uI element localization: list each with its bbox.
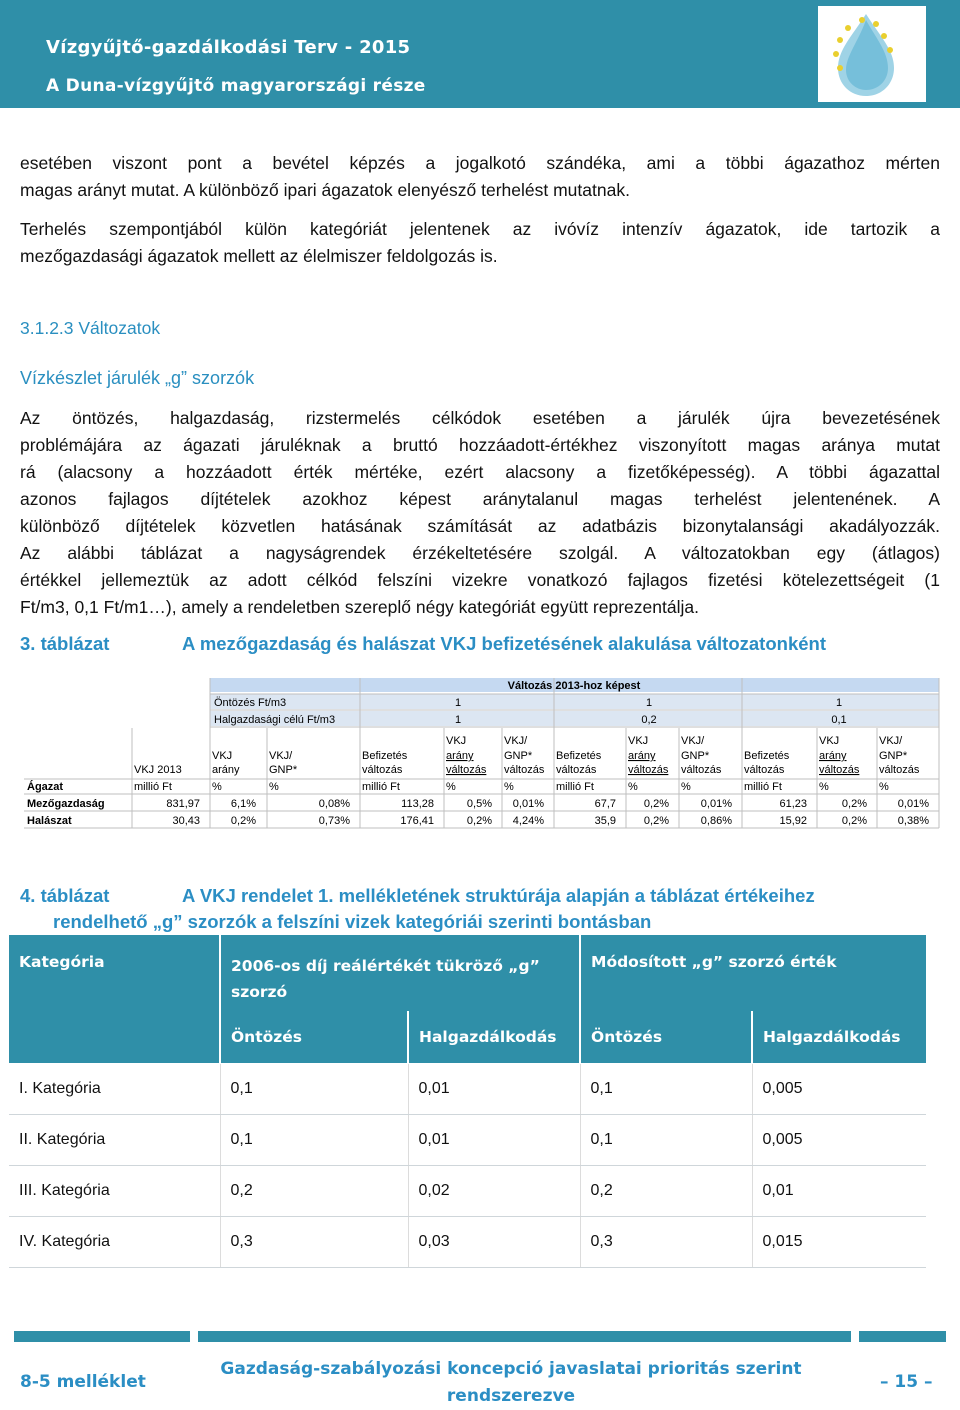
table4-caption-number: 4. táblázat [20,885,110,906]
t4-cell: 0,01 [408,1063,580,1114]
t3-col-gnp-v: VKJ/ [879,735,903,747]
t3-cell: 0,2% [643,798,669,810]
section-heading: 3.1.2.3 Változatok [20,318,161,338]
t3-cell: 0,38% [897,815,929,827]
paragraph-3-line: azonos fajlagos díjtételek azokhoz képest aránytalanul magas terhelést jelentenének. A [20,489,940,509]
t3-cell: 35,9 [594,815,616,827]
t3-unit: millió Ft [556,781,594,793]
t3-col-bef: Befizetés [744,750,790,762]
t4-cell: 0,1 [220,1063,408,1114]
t3-col-vkj-arany: arány [212,764,240,776]
t3-cell: 61,23 [779,798,807,810]
t3-col-vkj2013: VKJ 2013 [134,764,182,776]
t3-unit: % [681,781,691,793]
t3-cell: 0,2% [841,815,867,827]
t4-subheader-empty [9,1011,220,1063]
table-row [9,1216,926,1267]
t4-cell: 0,1 [220,1114,408,1165]
t4-cell: IV. Kategória [9,1216,220,1267]
t3-col-arany-v: VKJ [819,735,840,747]
t3-col-gnp-v: VKJ/ [681,735,705,747]
paragraph-3-line: értékkel jellemeztük az adott célkód felszíni vizekre vonatkozó fajlagos fizetési kötelezettségeit (1 [20,570,940,590]
t3-cell: 6,1% [230,798,256,810]
t4-cell: 0,01 [408,1114,580,1165]
t3-halgazd-label: Halgazdasági célú Ft/m3 [214,714,336,726]
t3-col-arany-v: arány [628,750,656,762]
t3-unit: % [628,781,638,793]
t4-cell: I. Kategória [9,1063,220,1114]
page-header [0,0,960,108]
t4-cell: 0,3 [580,1216,752,1267]
table3-caption-number: 3. táblázat [20,633,110,654]
t3-cell: 0,2% [466,815,492,827]
t4-cell: 0,2 [220,1165,408,1216]
t4-cell: 0,3 [220,1216,408,1267]
paragraph-1-line-2: magas arányt mutat. A különböző ipari ágazatok elenyésző terhelést mutatnak. [20,180,630,200]
paragraph-3-line: rá (alacsony a hozzáadott érték mértéke, ezért alacsony a fizetőképesség). A többi ágazattal [20,462,940,482]
t3-unit: millió Ft [134,781,172,793]
t4-cell: 0,1 [580,1114,752,1165]
t4-cell: 0,01 [752,1165,926,1216]
paragraph-3-line: problémájára az ágazati járuléknak a bruttó hozzáadott-értékhez viszonyított magas aránya mutat [20,435,940,455]
page-number: – 15 – [880,1372,933,1392]
t3-col-bef: Befizetés [362,750,408,762]
t3-cell: 30,43 [172,815,200,827]
t4-cell: 0,2 [580,1165,752,1216]
table-row [9,1114,926,1165]
t4-header-kategoria: Kategória [9,935,220,1011]
t3-cell: 0,01% [897,798,929,810]
t3-unit: % [212,781,222,793]
t3-cell: 0,2% [643,815,669,827]
t3-halgazd-val: 0,1 [831,714,847,726]
t3-unit: % [446,781,456,793]
paragraph-3-line: Az öntözés, halgazdaság, rizstermelés célkódok esetében a járulék újra bevezetésének [20,408,940,428]
t3-col-arany-v: változás [819,764,860,776]
t3-col-arany-v: VKJ [446,735,467,747]
t3-cell: 113,28 [401,798,434,810]
t3-col-vkj-gnp: GNP* [269,764,298,776]
t4-header-2006 [220,935,580,1011]
t3-col-bef: változás [744,764,785,776]
t3-ontozes-val: 1 [835,697,843,709]
t4-cell: 0,02 [408,1165,580,1216]
t3-col-gnp-v: GNP* [504,750,533,762]
t3-unit: % [269,781,279,793]
t3-col-vkj-gnp: VKJ/ [269,750,293,762]
t4-cell: 0,03 [408,1216,580,1267]
t4-header-2006-line-2: szorzó [231,983,288,1001]
t3-unit: millió Ft [362,781,400,793]
t4-subheader: Halgazdálkodás [408,1011,580,1063]
t3-cell: 15,92 [779,815,807,827]
t3-col-bef: változás [362,764,403,776]
t3-row-header: Ágazat [27,781,64,793]
t3-cell: 0,08% [318,798,350,810]
paragraph-2-line-1: Terhelés szempontjából külön kategóriát jelentenek az ivóvíz intenzív ágazatok, ide tartozik a [20,219,940,239]
footer-annex: 8-5 melléklet [20,1372,146,1392]
table4-caption-line-2: rendelhető „g” szorzók a felszíni vizek kategóriái szerinti bontásban [53,911,652,932]
t3-col-arany-v: arány [446,750,474,762]
t4-subheader: Halgazdálkodás [752,1011,926,1063]
t3-col-arany-v: arány [819,750,847,762]
footer-title [186,1356,836,1410]
footer-bar-gap [190,1331,198,1342]
t3-ontozes-label: Öntözés Ft/m3 [214,697,287,709]
t3-unit: % [819,781,829,793]
t4-header-modositott: Módosított „g” szorzó érték [580,935,926,1011]
table-row [9,1165,926,1216]
t3-cell: 4,24% [512,815,544,827]
paragraph-3-line: Ft/m3, 0,1 Ft/m1…), amely a rendeletben szereplő négy kategóriát együtt reprezentálja. [20,597,699,617]
t3-cell: 0,86% [700,815,732,827]
t3-col-gnp-v: GNP* [681,750,710,762]
t3-cell: 831,97 [166,798,200,810]
t3-unit: millió Ft [744,781,782,793]
t3-col-gnp-v: változás [504,764,545,776]
t4-subheader: Öntözés [220,1011,408,1063]
t3-row-name: Halászat [27,815,72,827]
table4-caption-line-1: A VKJ rendelet 1. mellékletének struktúrája alapján a táblázat értékeihez [182,885,815,906]
t3-col-gnp-v: változás [879,764,920,776]
t4-cell: 0,1 [580,1063,752,1114]
paragraph-1-line-1: esetében viszont pont a bevétel képzés a jogalkotó szándéka, ami a többi ágazathoz mérten [20,153,940,173]
t4-cell: 0,015 [752,1216,926,1267]
t3-row-name: Mezőgazdaság [27,798,105,810]
footer-title-line-2: rendszerezve [446,1386,576,1406]
table3-caption-text: A mezőgazdaság és halászat VKJ befizetésének alakulása változatonként [182,633,826,654]
t3-col-arany-v: VKJ [628,735,649,747]
footer-title-line-1: Gazdaság-szabályozási koncepció javaslatai prioritás szerint [220,1359,802,1379]
t4-cell: 0,005 [752,1063,926,1114]
t3-top-header: Változás 2013-hoz képest [507,680,641,692]
t3-col-gnp-v: VKJ/ [504,735,528,747]
t3-cell: 67,7 [594,798,616,810]
t4-cell: III. Kategória [9,1165,220,1216]
t3-cell: 0,01% [512,798,544,810]
t3-ontozes-val: 1 [645,697,653,709]
t4-subheader: Öntözés [580,1011,752,1063]
paragraph-3-line: Az alábbi táblázat a nagyságrendek érzékeltetésére szolgál. A változatokban egy (átlagos) [20,543,940,563]
t3-cell: 0,2% [230,815,256,827]
t3-cell: 0,01% [700,798,732,810]
table4 [9,935,926,1268]
t4-cell: II. Kategória [9,1114,220,1165]
t4-header-2006-line-1: 2006-os díj reálértékét tükröző „g” [231,957,540,975]
t3-cell: 176,41 [400,815,434,827]
t3-col-gnp-v: változás [681,764,722,776]
t3-unit: % [504,781,514,793]
t3-cell: 0,5% [466,798,492,810]
table-row [9,1063,926,1114]
t3-col-vkj-arany: VKJ [212,750,233,762]
paragraph-3-line: különböző díjtételek közvetlen hatásának számítását az adatbázis bizonytalansági akadályozzák. [20,516,940,536]
t3-col-arany-v: változás [446,764,487,776]
t3-ontozes-val: 1 [454,697,462,709]
header-subtitle: A Duna-vízgyűjtő magyarországi része [46,76,426,96]
t3-unit: % [879,781,889,793]
t3-col-arany-v: változás [628,764,669,776]
t3-col-bef: Befizetés [556,750,602,762]
t3-halgazd-val: 0,2 [641,714,657,726]
t3-halgazd-val: 1 [454,714,462,726]
t4-cell: 0,005 [752,1114,926,1165]
footer-bar-gap [851,1331,859,1342]
paragraph-2-line-2: mezőgazdasági ágazatok mellett az élelmiszer feldolgozás is. [20,246,498,266]
subsection-heading: Vízkészlet járulék „g” szorzók [20,368,255,388]
t3-col-bef: változás [556,764,597,776]
t3-col-gnp-v: GNP* [879,750,908,762]
t3-cell: 0,2% [841,798,867,810]
eu-water-drop-logo-icon [818,6,956,102]
t3-cell: 0,73% [318,815,350,827]
header-title: Vízgyűjtő-gazdálkodási Terv - 2015 [46,37,411,58]
table3 [24,676,941,831]
footer-bar [14,1331,946,1342]
